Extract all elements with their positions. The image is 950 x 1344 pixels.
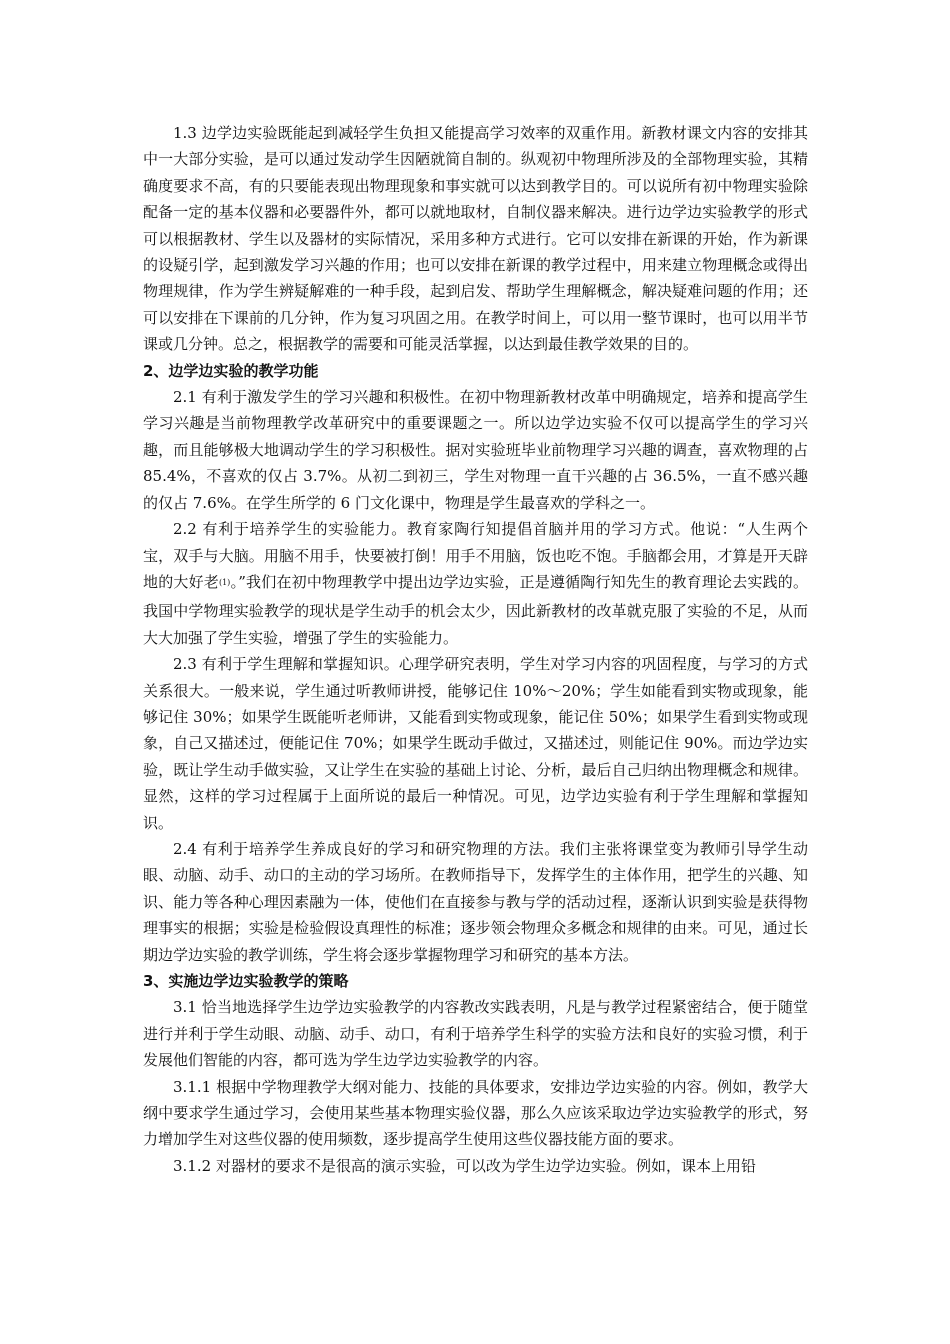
paragraph-2-2-part-a: 2.2 有利于培养学生的实验能力。教育家陶行知提倡首脑并用的学习方式。他说：“人生两个宝，双手与大脑。用脑不用手，快要被打倒！用手不用脑，饭也吃不饱。手脑都会用，才算是开天辟地的大好老	[143, 520, 808, 591]
paragraph-2-1: 2.1 有利于激发学生的学习兴趣和积极性。在初中物理新教材改革中明确规定，培养和提高学生学习兴趣是当前物理教学改革研究中的重要课题之一。所以边学边实验不仅可以提高学生的学习兴趣，而且能够极大地调动学生的学习积极性。据对实验班毕业前物理学习兴趣的调查，喜欢物理的占 85.4%，不喜欢的仅占 3.7%。从初二到初三，学生对物理一直干兴趣的占 36.5%，一直不感兴趣的仅占 7.6%。在学生所学的 6 门文化课中，物理是学生最喜欢的学科之一。	[143, 388, 808, 512]
footnote-reference: (1)	[218, 577, 231, 587]
paragraph-2-4: 2.4 有利于培养学生养成良好的学习和研究物理的方法。我们主张将课堂变为教师引导学生动眼、动脑、动手、动口的主动的学习场所。在教师指导下，发挥学生的主体作用，把学生的兴趣、知识、能力等各种心理因素融为一体，使他们在直接参与教与学的活动过程，逐渐认识到实验是获得物理事实的根据；实验是检验假设真理性的标准；逐步领会物理众多概念和规律的由来。可见，通过长期边学边实验的教学训练，学生将会逐步掌握物理学习和研究的基本方法。	[143, 839, 808, 964]
document-body	[143, 120, 808, 1179]
paragraph-2-2	[143, 516, 808, 651]
paragraph-3-1-2: 3.1.2 对器材的要求不是很高的演示实验，可以改为学生边学边实验。例如，课本上用铅	[173, 1156, 756, 1175]
paragraph-3-1-1: 3.1.1 根据中学物理教学大纲对能力、技能的具体要求，安排边学边实验的内容。例如，教学大纲中要求学生通过学习，会使用某些基本物理实验仪器，那么久应该采取边学边实验教学的形式，努力增加学生对这些仪器的使用频数，逐步提高学生使用这些仪器技能方面的要求。	[143, 1077, 808, 1149]
section-heading-2: 2、边学边实验的教学功能	[143, 361, 319, 380]
section-heading-3: 3、实施边学边实验教学的策略	[143, 972, 349, 990]
paragraph-1-3: 1.3 边学边实验既能起到减轻学生负担又能提高学习效率的双重作用。新教材课文内容的安排其中一大部分实验，是可以通过发动学生因陋就简自制的。纵观初中物理所涉及的全部物理实验，其精确度要求不高，有的只要能表现出物理现象和事实就可以达到教学目的。可以说所有初中物理实验除配备一定的基本仪器和必要器件外，都可以就地取材，自制仪器来解决。进行边学边实验教学的形式可以根据教材、学生以及器材的实际情况，采用多种方式进行。它可以安排在新课的开始，作为新课的设疑引学，起到激发学习兴趣的作用；也可以安排在新课的教学过程中，用来建立物理概念或得出物理规律，作为学生辨疑解难的一种手段，起到启发、帮助学生理解概念，解决疑难问题的作用；还可以安排在下课前的几分钟，作为复习巩固之用。在教学时间上，可以用一整节课时，也可以用半节课或几分钟。总之，根据教学的需要和可能灵活掌握，以达到最佳教学效果的目的。	[143, 124, 808, 354]
paragraph-3-1: 3.1 恰当地选择学生边学边实验教学的内容教改实践表明，凡是与教学过程紧密结合，便于随堂进行并利于学生动眼、动脑、动手、动口，有利于培养学生科学的实验方法和良好的实验习惯，利于发展他们智能的内容，都可选为学生边学边实验教学的内容。	[143, 998, 808, 1070]
paragraph-2-2-part-b: 。”我们在初中物理教学中提出边学边实验，正是遵循陶行知先生的教育理论去实践的。我国中学物理实验教学的现状是学生动手的机会太少，因此新教材的改革就克服了实验的不足，从而大大加强了学生实验，增强了学生的实验能力。	[143, 572, 808, 647]
paragraph-2-3: 2.3 有利于学生理解和掌握知识。心理学研究表明，学生对学习内容的巩固程度，与学习的方式关系很大。一般来说，学生通过听教师讲授，能够记住 10%～20%；学生如能看到实物或现象，能够记住 30%；如果学生既能听老师讲，又能看到实物或现象，能记住 50%；如果学生看到实物或现象，自己又描述过，便能记住 70%；如果学生既动手做过，又描述过，则能记住 90%。而边学边实验，既让学生动手做实验，又让学生在实验的基础上讨论、分析，最后自己归纳出物理概念和规律。显然，这样的学习过程属于上面所说的最后一种情况。可见，边学边实验有利于学生理解和掌握知识。	[143, 655, 808, 832]
